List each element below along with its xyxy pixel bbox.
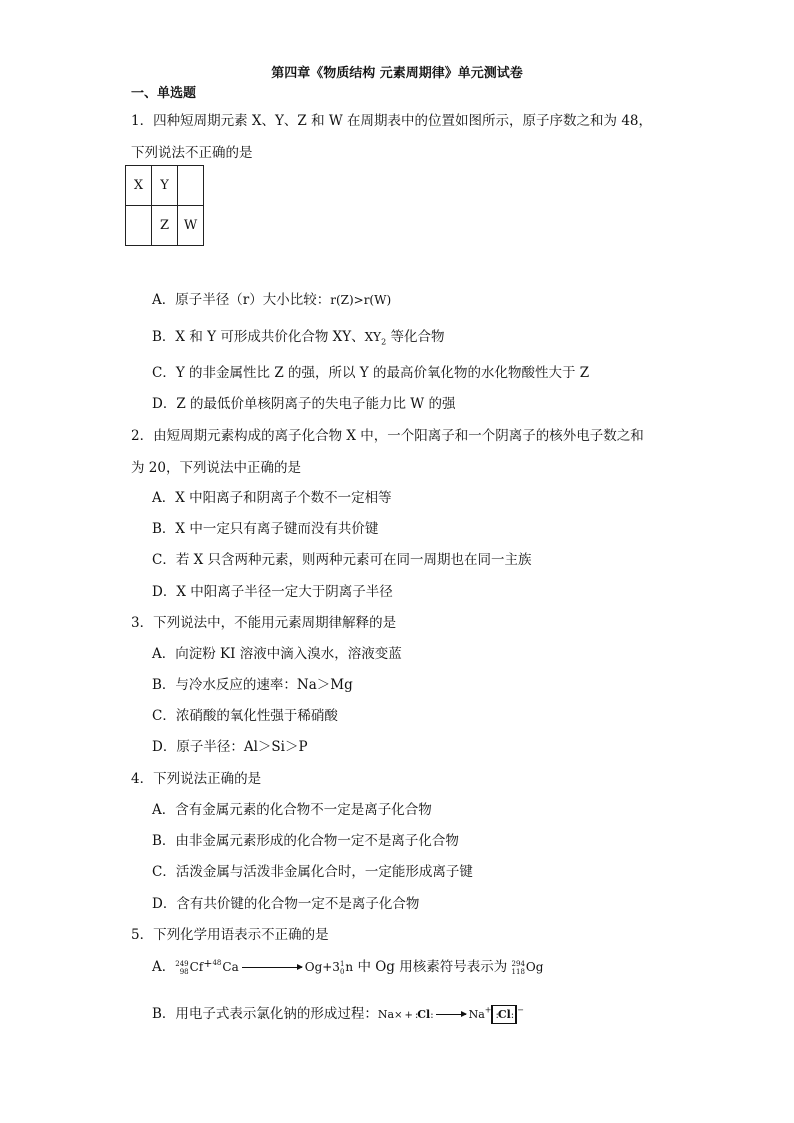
- q2-option-b[interactable]: B．X 中一定只有离子键而没有共价键: [152, 521, 379, 537]
- q4-stem: 4．下列说法正确的是: [131, 771, 262, 787]
- q3-stem: 3．下列说法中，不能用元素周期律解释的是: [131, 615, 397, 631]
- page-title: 第四章《物质结构 元素周期律》单元测试卷: [271, 66, 523, 81]
- electron-dots-icon: :: [414, 1010, 418, 1021]
- q4-option-c[interactable]: C．活泼金属与活泼非金属化合时，一定能形成离子键: [152, 864, 473, 880]
- q1-option-b[interactable]: B．X 和 Y 可形成共价化合物 XY、$XY_2$ 等化合物: [152, 329, 445, 347]
- q2-stem-line2: 为 20，下列说法中正确的是: [131, 460, 301, 476]
- formation-arrow: [436, 1014, 466, 1015]
- cf-isotope: 249 98: [175, 959, 189, 976]
- q5-option-a[interactable]: A．249 98Cf+48Ca Og+31 0n 中 Og 用核素符号表示为 294 118Og: [152, 957, 544, 976]
- cell-empty: [126, 206, 152, 246]
- reaction-arrow: [242, 967, 302, 968]
- q4-option-a[interactable]: A．含有金属元素的化合物不一定是离子化合物: [152, 802, 432, 818]
- q5-option-b[interactable]: B．用电子式表示氯化钠的形成过程：Na× + :Cl: Na+ :Cl: −: [152, 1005, 524, 1022]
- cell-x: X: [126, 166, 152, 206]
- q3-option-b[interactable]: B．与冷水反应的速率：Na＞Mg: [152, 677, 353, 693]
- q2-option-c[interactable]: C．若 X 只含两种元素，则两种元素可在同一周期也在同一主族: [152, 552, 532, 568]
- q1-stem-line2: 下列说法不正确的是: [131, 145, 253, 161]
- ca-mass: 48: [212, 959, 222, 967]
- q3-option-c[interactable]: C．浓硝酸的氧化性强于稀硝酸: [152, 708, 338, 724]
- q1-stem-line1: 1．四种短周期元素 X、Y、Z 和 W 在周期表中的位置如图所示，原子序数之和为 48，: [131, 113, 653, 129]
- og-isotope: 294 118: [511, 959, 525, 976]
- q1-option-c[interactable]: C．Y 的非金属性比 Z 的强，所以 Y 的最高价氧化物的水化物酸性大于 Z: [152, 365, 590, 381]
- q4-option-d[interactable]: D．含有共价键的化合物一定不是离子化合物: [152, 896, 420, 912]
- q2-stem-line1: 2．由短周期元素构成的离子化合物 X 中，一个阳离子和一个阴离子的核外电子数之和: [131, 428, 644, 444]
- q5-stem: 5．下列化学用语表示不正确的是: [131, 927, 329, 943]
- q2-option-d[interactable]: D．X 中阳离子半径一定大于阴离子半径: [152, 584, 393, 600]
- cell-w: W: [178, 206, 204, 246]
- q3-option-d[interactable]: D．原子半径：Al＞Si＞P: [152, 739, 308, 755]
- neutron-isotope: 1 0: [339, 959, 345, 976]
- cell-empty: [178, 166, 204, 206]
- section-heading: 一、单选题: [131, 86, 197, 101]
- q1-option-d[interactable]: D．Z 的最低价单核阴离子的失电子能力比 W 的强: [152, 396, 456, 412]
- cell-z: Z: [152, 206, 178, 246]
- q3-option-a[interactable]: A．向淀粉 KI 溶液中滴入溴水，溶液变蓝: [152, 646, 402, 662]
- cell-y: Y: [152, 166, 178, 206]
- q2-option-a[interactable]: A．X 中阳离子和阴离子个数不一定相等: [152, 490, 392, 506]
- electron-cross-icon: ×: [394, 1010, 403, 1021]
- periodic-table-fragment: [125, 165, 204, 246]
- q4-option-b[interactable]: B．由非金属元素形成的化合物一定不是离子化合物: [152, 833, 459, 849]
- q1-option-a[interactable]: A．原子半径（r）大小比较：r(Z)>r(W): [152, 292, 392, 308]
- chloride-ion-bracket: :Cl:: [491, 1005, 517, 1024]
